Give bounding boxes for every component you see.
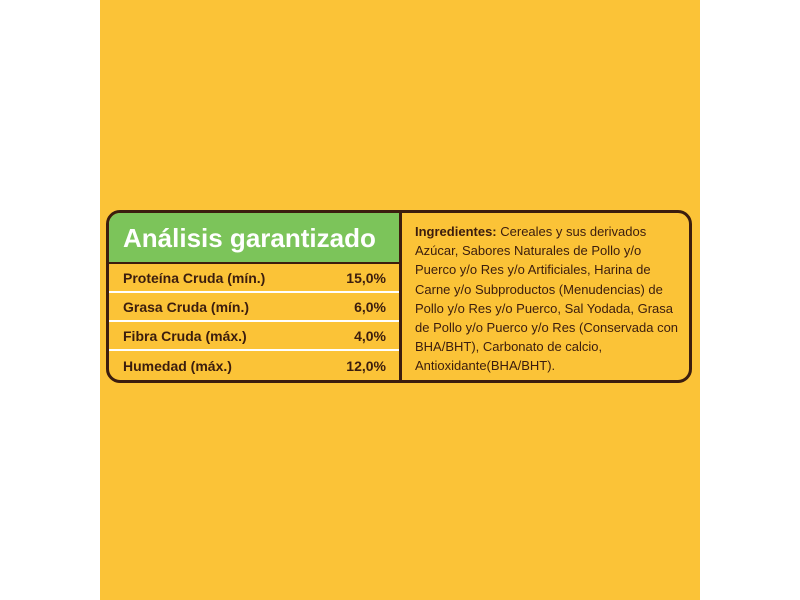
row-value: 12,0% <box>346 357 386 374</box>
analysis-row-moisture <box>109 351 399 380</box>
row-value: 15,0% <box>346 269 386 286</box>
analysis-row-fiber <box>109 322 399 351</box>
row-label: Fibra Cruda (máx.) <box>123 327 247 344</box>
analysis-row-fat <box>109 293 399 322</box>
row-label: Grasa Cruda (mín.) <box>123 298 250 315</box>
analysis-title: Análisis garantizado <box>109 213 399 264</box>
row-value: 4,0% <box>354 327 386 344</box>
row-label: Humedad (máx.) <box>123 357 232 374</box>
ingredients-label: Ingredientes: <box>415 224 497 239</box>
nutrition-label <box>106 210 692 383</box>
analysis-row-protein <box>109 264 399 293</box>
ingredients-text <box>415 222 685 376</box>
ingredients-list: Cereales y sus derivados Azúcar, Sabores Naturales de Pollo y/o Puerco y/o Res y/o Artificiales, Harina de Carne y/o Subproductos (Menudencias) de Pollo y/o Res y/o Puerco, Sal Yodada, Grasa de Pollo y/o Puerco y/o Res (Conservada con BHA/BHT), Carbonato de calcio, Antioxidante(BHA/BHT). <box>415 224 679 374</box>
row-value: 6,0% <box>354 298 386 315</box>
row-label: Proteína Cruda (mín.) <box>123 269 266 286</box>
guaranteed-analysis-table <box>109 213 402 380</box>
